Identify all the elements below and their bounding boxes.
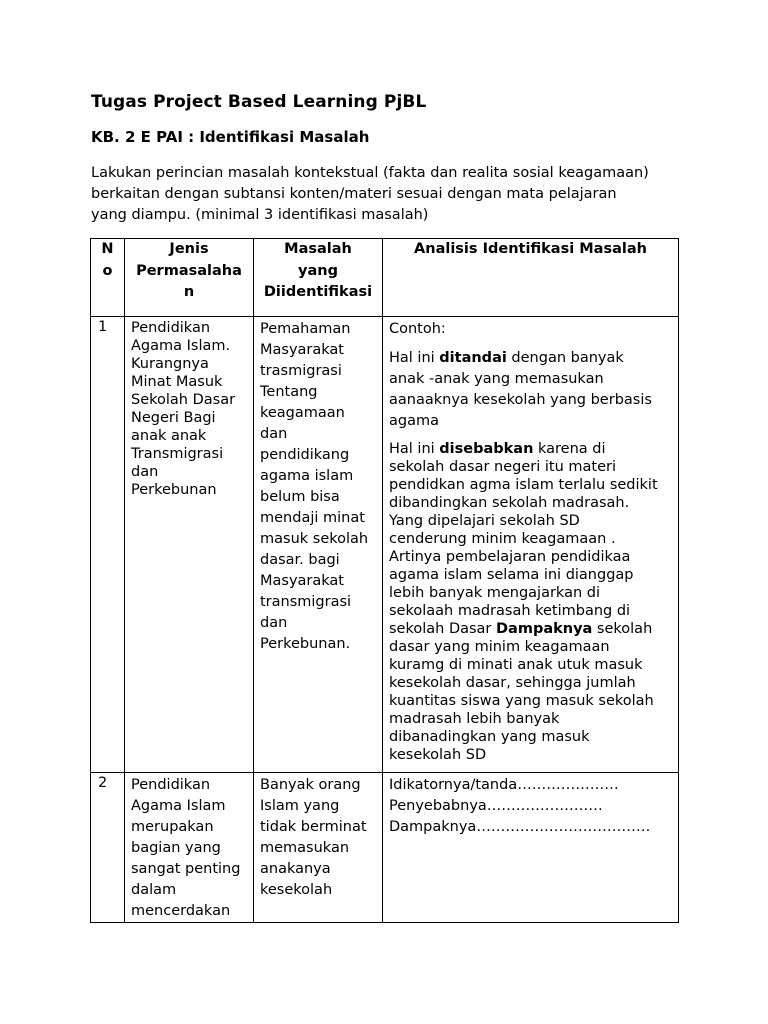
intro-paragraph xyxy=(91,163,691,226)
header-jenis: Jenis Permasalaha n xyxy=(125,239,254,317)
row-analisis xyxy=(383,773,679,923)
header-no: N o xyxy=(91,239,125,317)
bold-keyword: Dampaknya xyxy=(496,621,593,637)
intro-line: yang diampu. (minimal 3 identifikasi masalah) xyxy=(91,207,429,223)
analysis-paragraph-ditandai: Hal ini ditandai dengan banyak anak -anak yang memasukan aanaaknya kesekolah yang berbasis agama xyxy=(389,350,652,429)
row-number: 1 xyxy=(91,317,125,773)
intro-line: berkaitan dengan subtansi konten/materi sesuai dengan mata pelajaran xyxy=(91,186,617,202)
table-row xyxy=(91,773,679,923)
table-row xyxy=(91,317,679,773)
example-label: Contoh: xyxy=(389,321,446,337)
header-analisis: Analisis Identifikasi Masalah xyxy=(383,239,679,317)
header-masalah: Masalah yang Diidentifikasi xyxy=(254,239,383,317)
intro-line: Lakukan perincian masalah kontekstual (fakta dan realita sosial keagamaan) xyxy=(91,165,649,181)
impact-line: Dampaknya……………………………… xyxy=(389,819,651,835)
row-number: 2 xyxy=(91,773,125,923)
row-analisis xyxy=(383,317,679,773)
indicator-line: Idikatornya/tanda………………… xyxy=(389,777,619,793)
row-masalah: Pemahaman Masyarakat trasmigrasi Tentang keagamaan dan pendidikang agama islam belum bisa mendaji minat masuk sekolah dasar. bagi Masyarakat transmigrasi dan Perkebunan. xyxy=(254,317,383,773)
analysis-paragraph-disebabkan: Hal ini disebabkan karena di sekolah dasar negeri itu materi pendidkan agma islam terlalu sedikit dibandingkan sekolah madrasah. Yang dipelajari sekolah SD cenderung minim keagamaan . Artinya pembelajaran pendidikaa agama islam selama ini dianggap lebih banyak mengajarkan di sekolaah madrasah ketimbang di sekolah Dasar Dampaknya sekolah dasar yang minim keagamaan kuramg di minati anak utuk masuk kesekolah dasar, sehingga jumlah kuantitas siswa yang masuk sekolah madrasah lebih banyak dibanadingkan yang masuk kesekolah SD xyxy=(389,441,658,763)
cause-line: Penyebabnya…………………… xyxy=(389,798,603,814)
document-title: Tugas Project Based Learning PjBL xyxy=(91,92,427,112)
row-jenis: Pendidikan Agama Islam. Kurangnya Minat Masuk Sekolah Dasar Negeri Bagi anak anak Transmigrasi dan Perkebunan xyxy=(125,317,254,773)
identification-table xyxy=(90,238,679,923)
table-header-row xyxy=(91,239,679,317)
row-jenis: Pendidikan Agama Islam merupakan bagian yang sangat penting dalam mencerdakan xyxy=(125,773,254,923)
row-masalah: Banyak orang Islam yang tidak berminat memasukan anakanya kesekolah xyxy=(254,773,383,923)
document-subtitle: KB. 2 E PAI : Identifikasi Masalah xyxy=(91,128,370,146)
